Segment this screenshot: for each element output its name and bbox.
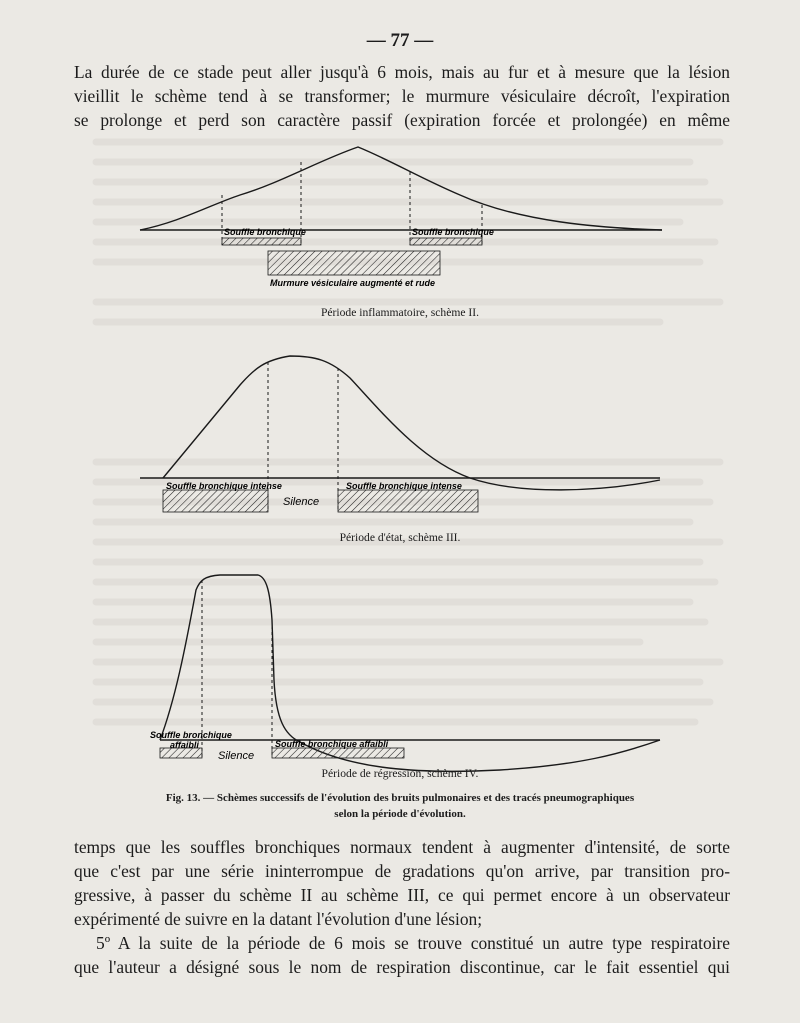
hatch-bar-right [410, 238, 482, 245]
text-line: que c'est par une série ininterrompue de gradations qu'on arrive, par transition pro- [74, 861, 730, 881]
text-line: se prolonge et perd son caractère passif (expiration forcée et prolongée) en même [74, 110, 730, 130]
label-souffle-right: Souffle bronchique [412, 227, 494, 237]
text-line: que l'auteur a désigné sous le nom de respiration discontinue, car le fait essentiel qui [74, 957, 730, 977]
text-line: temps que les souffles bronchiques normaux tendent à augmenter d'intensité, de sorte [74, 837, 730, 857]
label-souffle-left: Souffle bronchique [224, 227, 306, 237]
text-line: La durée de ce stade peut aller jusqu'à 6 mois, mais au fur et à mesure que la lésion [74, 62, 730, 82]
scheme-2 [140, 147, 662, 288]
hatch-bar-bottom [268, 251, 440, 275]
label-silence: Silence [283, 496, 320, 508]
label-souffle-intense-right: Souffle bronchique intense [346, 481, 462, 491]
label-silence: Silence [218, 750, 255, 762]
hatch-bar-right [272, 748, 404, 758]
text-line: gressive, à passer du schème II au schème III, ce qui permet encore à un observateur [74, 885, 730, 905]
label-souffle-affaibli-right: Souffle bronchique affaibli [275, 739, 389, 749]
label-souffle-affaibli-left-1: Souffle bronchique [150, 730, 232, 740]
figure-caption-line-2: selon la période d'évolution. [334, 808, 466, 820]
respiration-curve [140, 147, 662, 230]
figure-caption [110, 790, 690, 822]
text-line: 5º A la suite de la période de 6 mois se trouve constitué un autre type respiratoire [96, 933, 730, 953]
caption-scheme-4: Période de régression, schème IV. [321, 767, 479, 780]
text-line: expérimenté de suivre en la datant l'évolution d'une lésion; [74, 909, 483, 929]
label-souffle-affaibli-left-2: affaibli [170, 740, 199, 750]
label-murmure: Murmure vésiculaire augmenté et rude [270, 278, 436, 288]
caption-scheme-2: Période inflammatoire, schème II. [320, 306, 480, 319]
page-number: — 77 — [366, 30, 434, 51]
respiration-curve [163, 356, 660, 490]
bottom-paragraph [74, 835, 730, 979]
caption-scheme-3: Période d'état, schème III. [339, 531, 461, 544]
hatch-bar-left [222, 238, 301, 245]
label-souffle-intense-left: Souffle bronchique intense [166, 481, 282, 491]
text-line: vieillit le schème tend à se transformer; le murmure vésiculaire décroît, l'expiration [74, 86, 730, 106]
scheme-4 [150, 575, 660, 771]
scheme-3 [140, 356, 660, 512]
figure-caption-line-1: Fig. 13. — Schèmes successifs de l'évolution des bruits pulmonaires et des tracés pneumographiques [165, 792, 635, 804]
hatch-bar-left [163, 490, 268, 512]
respiration-curve-upper [160, 575, 300, 742]
hatch-bar-right [338, 490, 478, 512]
